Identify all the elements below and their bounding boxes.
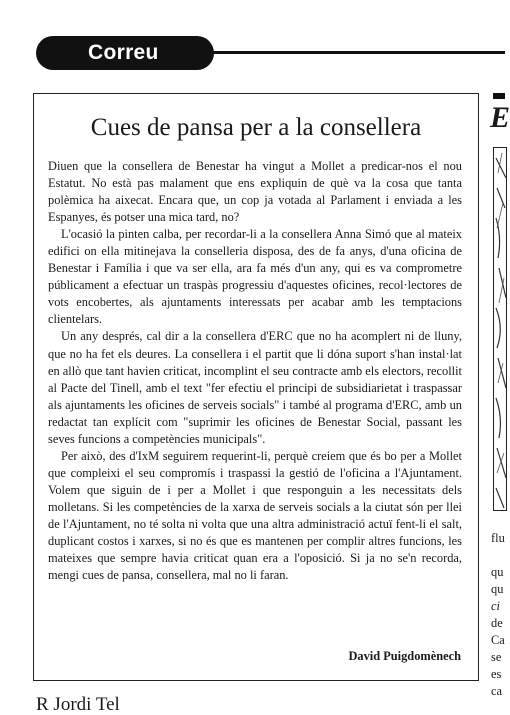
right-line: ci	[491, 599, 500, 613]
next-article-fragment: R Jordi Tel	[36, 694, 120, 715]
right-column-text	[491, 530, 505, 700]
right-column-illustration	[493, 147, 507, 511]
article-headline: Cues de pansa per a la consellera	[90, 114, 422, 141]
section-rule	[210, 51, 505, 54]
right-line: qu	[491, 565, 504, 579]
right-column-heading: E	[490, 101, 510, 134]
right-line	[491, 547, 505, 564]
illustration-sketch	[494, 148, 508, 512]
right-line: flu	[491, 531, 505, 545]
right-line: Ca	[491, 633, 505, 647]
right-line: ca	[491, 684, 502, 698]
paragraph-3: Un any després, cal dir a la consellera d'ERC que no ha acomplert ni de lluny, que no ha fet els deures. La consellera i el partit que li dóna suport s'han instal·lat en allò que tant havien criticat, incomplint el seu contracte amb els electors, recollit al Pacte del Tinell, amb el text "fer efectiu el principi de subsidiarietat i traspassar als ajuntaments les oficines de serveis socials" i també al programa d'ERC, amb un redactat tan explícit com "suprimir les oficines de Benestar Social, passant les seves funcions a competències municipals".	[48, 329, 462, 446]
paragraph-4: Per això, des d'IxM seguirem requerint-li, perquè creiem que és bo per a Mollet que compleixi el seu compromís i traspassi la gestió de l'oficina a l'Ajuntament. Volem que siguin de i per a Mollet i que responguin a les necessitats dels molletans. Si les competències de la xarxa de serveis socials a la ciutat són per llei de l'Ajuntament, no té solta ni volta que una altra administració actuï fent-li el salt, duplicant costos i xarxes, si no és que es mantenen per complir altres funcions, les mateixes que sempre havia criticat quan era a l'oposició. Si ja no se'n recorda, mengi cues de pansa, consellera, mal no li faran.	[48, 448, 462, 583]
right-line: se	[491, 650, 502, 664]
paragraph-2: L'ocasió la pinten calba, per recordar-li a la consellera Anna Simó que al mateix edifici on ella mitinejava la conselleria disposa, des de fa anys, d'una oficina de Benestar i Família i que va ser ella, ara fa més d'un any, qui es va comprometre públicament a efectuar un traspàs progressiu d'aquestes oficines, recol·lectores de vots encobertes, als ajuntaments interessats per acabar amb les temptacions clientelars.	[48, 227, 462, 327]
paragraph-1: Diuen que la consellera de Benestar ha vingut a Mollet a predicar-nos el nou Estatut. No està pas malament que ens expliquin de què va la cosa que tanta polèmica ha aixecat. Encara que, un cop ja votada al Parlament i enviada a les Espanyes, és potser una mica tard, no?	[48, 159, 462, 225]
right-line: qu	[491, 582, 504, 596]
right-line: de	[491, 616, 503, 630]
article-body	[48, 158, 462, 584]
right-column-bar	[493, 93, 505, 99]
article-signature: David Puigdomènech	[348, 649, 461, 663]
section-label: Correu	[36, 36, 214, 70]
right-line: es	[491, 667, 502, 681]
